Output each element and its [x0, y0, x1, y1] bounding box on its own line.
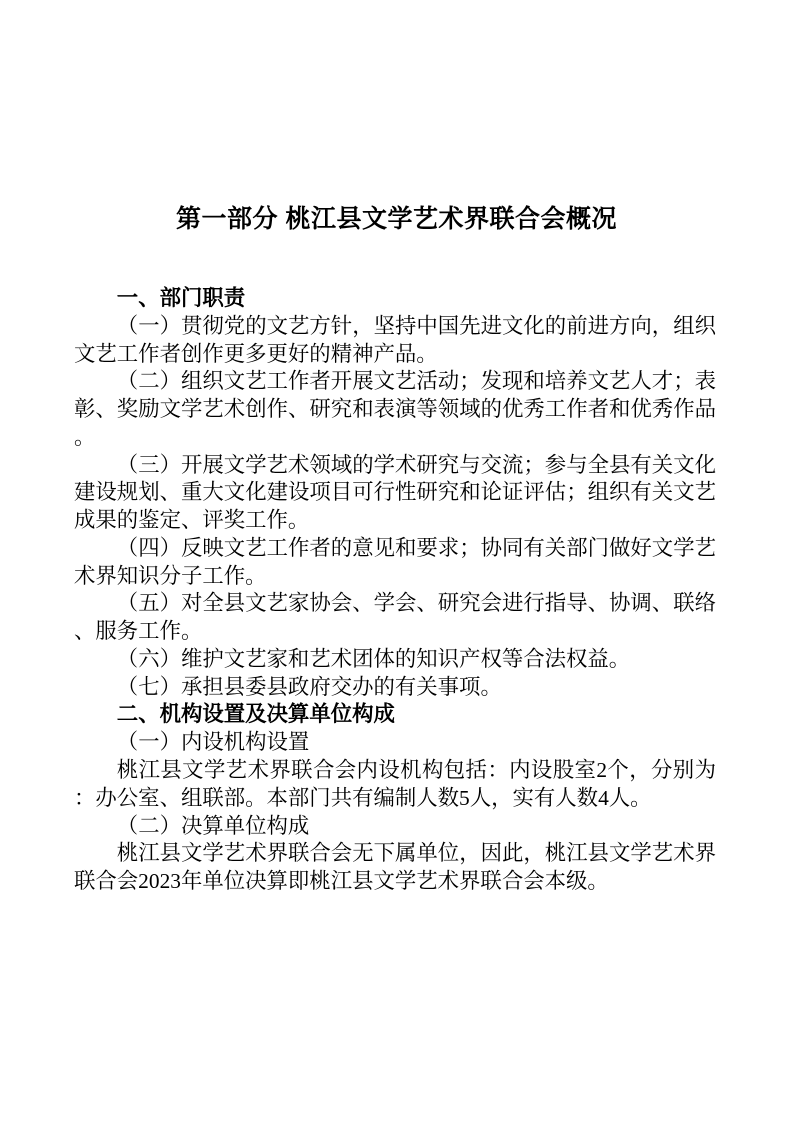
- org-setup-line-1: 桃江县文学艺术界联合会内设机构包括：内设股室2个，分别为: [116, 758, 716, 783]
- duty-2-line-1: （二）组织文艺工作者开展文艺活动；发现和培养文艺人才；表: [116, 369, 716, 394]
- duty-3-line-3: 成果的鉴定、评奖工作。: [74, 508, 310, 533]
- duty-4-line-2: 术界知识分子工作。: [74, 563, 267, 588]
- document-body: [74, 285, 716, 896]
- duty-2-line-2: 彰、奖励文学艺术创作、研究和表演等领域的优秀工作者和优秀作品: [74, 397, 716, 422]
- duty-5-line-2: 、服务工作。: [74, 619, 203, 644]
- duty-3-line-2: 建设规划、重大文化建设项目可行性研究和论证评估；组织有关文艺: [74, 480, 716, 505]
- duty-2-line-3: 。: [74, 424, 96, 449]
- duty-1-line-2: 文艺工作者创作更多更好的精神产品。: [74, 341, 438, 366]
- unit-composition-line-2: 联合会2023年单位决算即桃江县文学艺术界联合会本级。: [74, 869, 609, 894]
- duty-6-line: （六）维护文艺家和艺术团体的知识产权等合法权益。: [116, 646, 631, 671]
- duty-3-line-1: （三）开展文学艺术领域的学术研究与交流；参与全县有关文化: [116, 452, 716, 477]
- document-title: 第一部分 桃江县文学艺术界联合会概况: [176, 205, 617, 233]
- duty-1-line-1: （一）贯彻党的文艺方针，坚持中国先进文化的前进方向，组织: [116, 313, 716, 338]
- duty-7-line: （七）承担县委县政府交办的有关事项。: [116, 674, 502, 699]
- section-1-heading: 一、部门职责: [116, 286, 246, 310]
- subsection-2-1-heading: （一）内设机构设置: [116, 730, 310, 755]
- subsection-2-2-heading: （二）决算单位构成: [116, 813, 310, 838]
- section-2-heading: 二、机构设置及决算单位构成: [116, 702, 395, 727]
- duty-4-line-1: （四）反映文艺工作者的意见和要求；协同有关部门做好文学艺: [116, 535, 716, 560]
- unit-composition-line-1: 桃江县文学艺术界联合会无下属单位，因此，桃江县文学艺术界: [116, 841, 716, 866]
- org-setup-line-2: ：办公室、组联部。本部门共有编制人数5人，实有人数4人。: [74, 785, 652, 810]
- duty-5-line-1: （五）对全县文艺家协会、学会、研究会进行指导、协调、联络: [116, 591, 716, 616]
